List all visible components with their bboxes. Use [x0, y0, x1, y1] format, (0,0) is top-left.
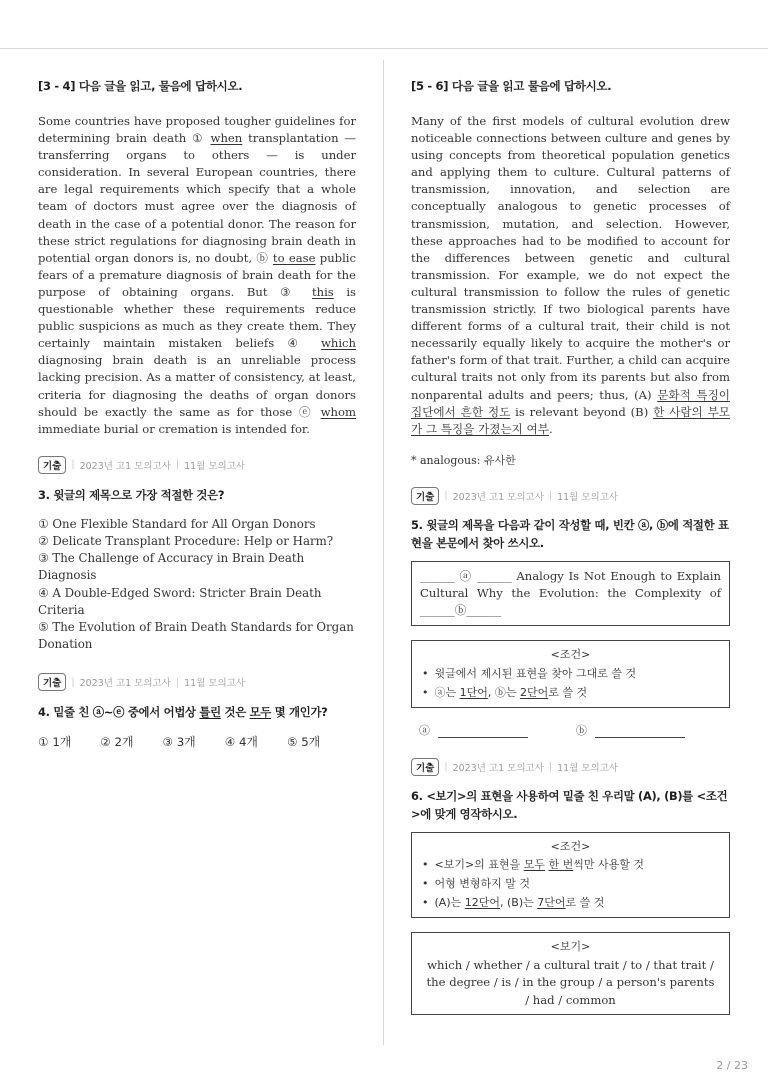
passage-text: is relevant beyond (B): [510, 404, 654, 419]
question-3-options: [38, 516, 356, 654]
page-number: 2 / 23: [716, 1059, 748, 1072]
underlined-c: this: [311, 284, 334, 299]
source-month: 11월 모의고사: [184, 678, 246, 690]
passage-text: transplantation — transferring organs to others — is under consideration. In several European countries, there are legal requirements which specify that a whole team of doctors must agree over the diagnosis of death in the case of a potential donor. The reason for these strict regulations for diagnosing brain death in potential organ donors is, no doubt, ⓑ: [38, 131, 356, 265]
past-exam-tag: 기출: [411, 758, 439, 776]
answer-a-label: ⓐ: [419, 723, 430, 737]
header-rule: [0, 48, 768, 49]
underlined-d: which: [320, 336, 356, 351]
passage-text: public fears of a premature diagnosis of brain death for the purpose of obtaining organs. But ③: [38, 250, 356, 299]
source-year: 2023년 고1 모의고사: [79, 678, 171, 690]
passage-text: Many of the first models of cultural evolution drew noticeable connections between culture and genes by using concepts from theoretical population genetics and applying them to culture. Cultural patterns of transmission, innovation, and selection are conceptually analogous to genetic processes of transmission, mutation, and selection. However, these approaches had to be modified to account for the differences between genetic and cultural transmission. For example, we do not expect the cultural transmission to follow the rules of genetic transmission strictly. If two biological parents have different forms of a cultural trait, their child is not necessarily equally likely to acquire the mother's or father's form of that trait. Further, a child can acquire cultural traits not only from its parents but also from nonparental adults and peers; thus, (A): [411, 114, 730, 402]
title-blank-box: ______ ⓐ ______ Analogy Is Not Enough to Explain Cultural Why the Evolution: the Complexity of ______ⓑ______: [411, 561, 730, 627]
passage-brain-death: [38, 113, 356, 438]
example-heading: <보기>: [550, 939, 591, 953]
past-exam-tag: 기출: [411, 487, 439, 505]
option-3[interactable]: ③ 3개: [162, 735, 196, 750]
example-expressions: which / whether / a cultural trait / to / that trait / the degree / is / in the group / a person's parents / had / common: [426, 958, 715, 1007]
section-heading-5-6: [5 - 6] 다음 글을 읽고 물음에 답하시오.: [411, 79, 612, 93]
option-1[interactable]: ① One Flexible Standard for All Organ Donors: [38, 516, 316, 531]
answer-b-label: ⓑ: [576, 723, 587, 737]
option-4[interactable]: ④ 4개: [224, 735, 258, 750]
underlined-a: when: [210, 131, 243, 146]
condition-item: • ⓐ는 1단어, ⓑ는 2단어로 쓸 것: [422, 685, 588, 699]
source-year: 2023년 고1 모의고사: [452, 491, 544, 503]
condition-heading: <조건>: [550, 839, 591, 853]
source-year: 2023년 고1 모의고사: [79, 460, 171, 472]
q5-source: 기출 | 2023년 고1 모의고사 | 11월 모의고사: [411, 487, 730, 505]
source-month: 11월 모의고사: [184, 460, 246, 472]
passage-text: is questionable whether these requirements reduce public suspicions as much as they create them. They certainly maintain mistaken beliefs ④: [38, 284, 356, 351]
q5-condition-box: [411, 640, 730, 707]
right-column: [411, 78, 730, 1015]
underlined-B: 한 사람의 부모가 그 특징을 가졌는지 여부: [411, 404, 730, 436]
condition-item: • <보기>의 표현을 모두 한 번씩만 사용할 것: [422, 857, 644, 871]
question-3-title: 3. 윗글의 제목으로 가장 적절한 것은?: [38, 487, 225, 502]
passage-text: diagnosing brain death is an unreliable process lacking precision. As a matter of consistency, at least, criteria for diagnosing the deaths of organ donors should be exactly the same as for those ⓔ: [38, 353, 356, 419]
option-3[interactable]: ③ The Challenge of Accuracy in Brain Death Diagnosis: [38, 551, 305, 583]
question-6-title: 6. <보기>의 표현을 사용하여 밑줄 친 우리말 (A), (B)를 <조건>에 맞게 영작하시오.: [411, 788, 728, 821]
underlined-A: 문화적 특징이 집단에서 흔한 정도: [411, 387, 730, 419]
q5-answer-row: [411, 722, 730, 738]
q4-source: 기출 | 2023년 고1 모의고사 | 11월 모의고사: [38, 673, 356, 691]
passage-text: immediate burial or cremation is intended for.: [38, 421, 310, 436]
q6-condition-box: [411, 832, 730, 918]
past-exam-tag: 기출: [38, 673, 66, 691]
answer-a-blank[interactable]: [438, 725, 528, 738]
option-2[interactable]: ② Delicate Transplant Procedure: Help or Harm?: [38, 533, 334, 548]
question-5-title: 5. 윗글의 제목을 다음과 같이 작성할 때, 빈칸 ⓐ, ⓑ에 적절한 표현을 본문에서 찾아 쓰시오.: [411, 517, 729, 550]
q6-example-box: [411, 932, 730, 1015]
past-exam-tag: 기출: [38, 456, 66, 474]
column-divider: [383, 60, 384, 1045]
option-5[interactable]: ⑤ The Evolution of Brain Death Standards for Organ Donation: [38, 620, 354, 652]
option-5[interactable]: ⑤ 5개: [286, 735, 321, 750]
underlined-b: to ease: [272, 250, 316, 265]
option-4[interactable]: ④ A Double-Edged Sword: Stricter Brain Death Criteria: [38, 585, 322, 617]
source-month: 11월 모의고사: [557, 762, 619, 774]
footnote: * analogous: 유사한: [411, 453, 516, 467]
source-month: 11월 모의고사: [557, 491, 619, 503]
section-heading-3-4: [3 - 4] 다음 글을 읽고, 물음에 답하시오.: [38, 79, 243, 93]
condition-item: • 어형 변형하지 말 것: [422, 876, 530, 890]
condition-item: • (A)는 12단어, (B)는 7단어로 쓸 것: [422, 895, 605, 909]
passage-cultural-evolution: Many of the first models of cultural evolution drew noticeable connections between culture and genes by using concepts from theoretical population genetics and applying them to culture. Cultural patterns of transmission, innovation, and selection are conceptually analogous to genetic processes of transmission, mutation, and selection. However, these approaches had to be modified to account for the differences between genetic and cultural transmission. For example, we do not expect the cultural transmission to follow the rules of genetic transmission strictly. If two biological parents have different forms of a cultural trait, their child is not necessarily equally likely to acquire the mother's or father's form of that trait. Further, a child can acquire cultural traits not only from its parents but also from nonparental adults and peers; thus, (A) 문화적 특징이 집단에서 흔한 정도 is relevant beyond (B) 한 사람의 부모가 그 특징을 가졌는지 여부.: [411, 114, 730, 436]
condition-item: • 윗글에서 제시된 표현을 찾아 그대로 쓸 것: [422, 666, 637, 680]
answer-b-blank[interactable]: [595, 725, 685, 738]
question-4-title: 4. 밑줄 친 ⓐ~ⓔ 중에서 어법상 틀린 것은 모두 몇 개인가?: [38, 705, 328, 720]
underlined-e: whom: [320, 404, 356, 419]
option-2[interactable]: ② 2개: [100, 735, 134, 750]
source-year: 2023년 고1 모의고사: [452, 762, 544, 774]
option-1[interactable]: ① 1개: [38, 735, 72, 750]
condition-heading: <조건>: [550, 648, 591, 662]
question-4-options: [38, 733, 356, 750]
left-column: [38, 78, 356, 750]
q6-source: 기출 | 2023년 고1 모의고사 | 11월 모의고사: [411, 758, 730, 776]
passage-text: Some countries have proposed tougher guidelines for determining brain death ①: [38, 114, 356, 146]
q3-source: 기출 | 2023년 고1 모의고사 | 11월 모의고사: [38, 456, 356, 474]
